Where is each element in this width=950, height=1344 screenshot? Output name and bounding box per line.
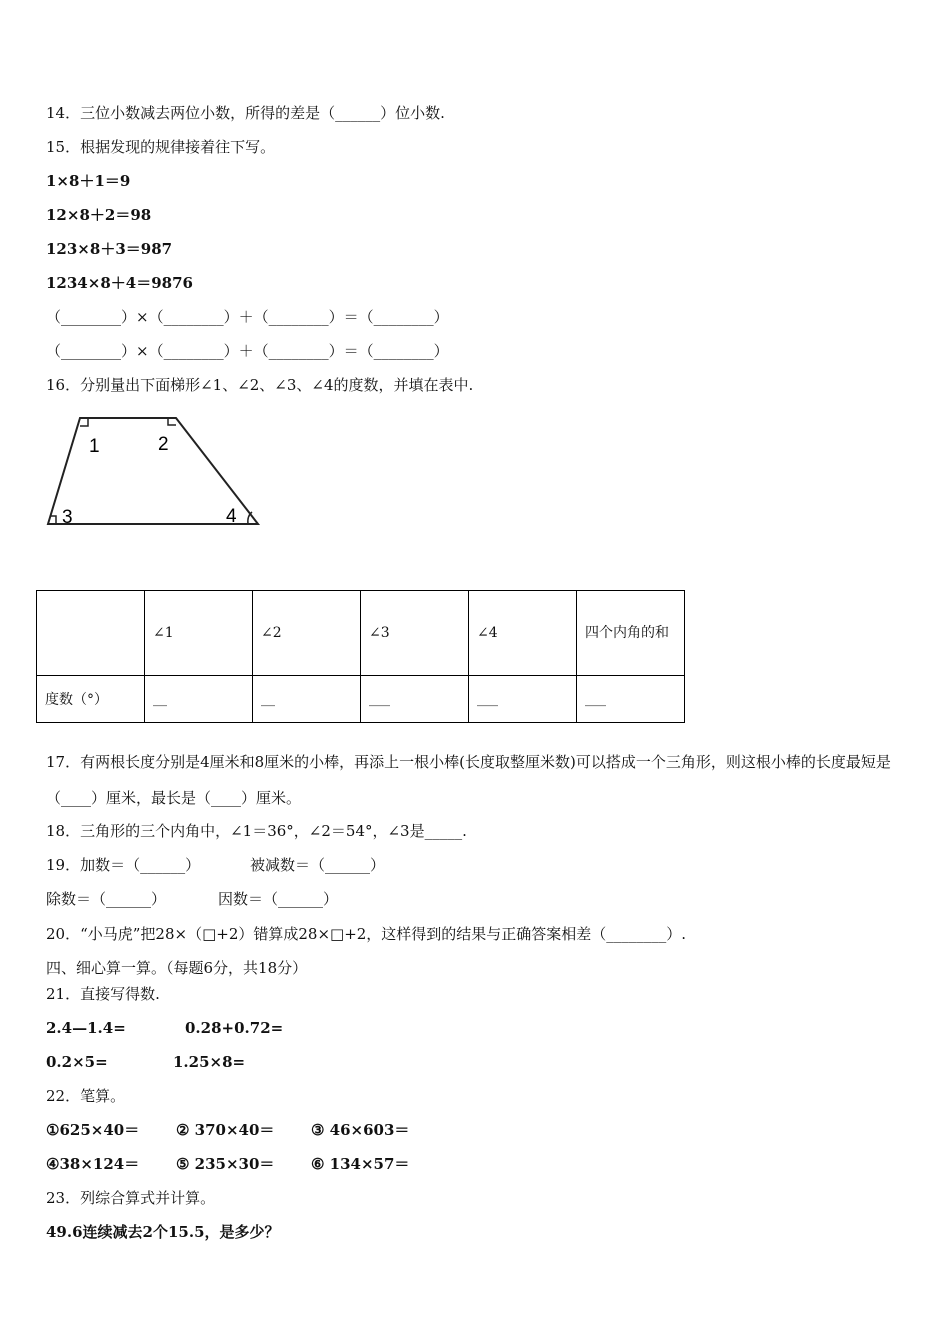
question-17: 17．有两根长度分别是4厘米和8厘米的小棒，再添上一根小棒(长度取整厘米数)可以搭成一个三角形，则这根小棒的长度最短是（____）厘米，最长是（____）厘米。 bbox=[46, 753, 891, 807]
label-1: 1 bbox=[89, 436, 100, 457]
angle-table bbox=[36, 590, 685, 723]
q21-item-4: 1.25×8= bbox=[173, 1053, 246, 1071]
q22-item-6: ⑥ 134×57＝ bbox=[311, 1155, 410, 1173]
question-18: 18．三角形的三个内角中，∠1＝36°，∠2＝54°，∠3是_____. bbox=[46, 822, 467, 840]
label-4: 4 bbox=[226, 506, 237, 527]
question-16-title: 16．分别量出下面梯形∠1、∠2、∠3、∠4的度数，并填在表中. bbox=[46, 376, 474, 394]
pattern-line-3: 123×8＋3＝987 bbox=[46, 240, 173, 258]
question-14: 14．三位小数减去两位小数，所得的差是（______）位小数. bbox=[46, 104, 445, 122]
pattern-blank-line-2[interactable]: （________）×（________）＋（________）＝（________） bbox=[46, 342, 449, 360]
angle-2-mark bbox=[168, 418, 176, 425]
trapezoid-figure bbox=[44, 412, 264, 532]
header-angle-3: ∠3 bbox=[361, 591, 469, 676]
q22-item-4: ④38×124＝ bbox=[46, 1155, 140, 1173]
angle-table-degree-row bbox=[37, 676, 685, 723]
pattern-line-1: 1×8＋1＝9 bbox=[46, 172, 131, 190]
question-15-title: 15．根据发现的规律接着往下写。 bbox=[46, 138, 276, 156]
angle-table-header-row bbox=[37, 591, 685, 676]
q22-item-1: ①625×40＝ bbox=[46, 1121, 140, 1139]
cell-angle-4-value[interactable]: ___ bbox=[469, 676, 577, 723]
row-label-degrees: 度数（°） bbox=[37, 676, 145, 723]
question-23-text: 49.6连续减去2个15.5，是多少？ bbox=[46, 1223, 280, 1241]
question-19-addend: 19．加数＝（______） bbox=[46, 856, 201, 874]
q22-item-5: ⑤ 235×30＝ bbox=[176, 1155, 275, 1173]
question-23-title: 23．列综合算式并计算。 bbox=[46, 1189, 216, 1207]
q21-item-2: 0.28+0.72= bbox=[185, 1019, 284, 1037]
question-20: 20．“小马虎”把28×（□+2）错算成28×□+2，这样得到的结果与正确答案相差（________）. bbox=[46, 925, 687, 943]
question-19-minuend: 被减数＝（______） bbox=[250, 856, 386, 874]
question-19-divisor: 除数＝（______） bbox=[46, 890, 167, 908]
pattern-line-4: 1234×8＋4＝9876 bbox=[46, 274, 193, 292]
question-19-factor: 因数＝（______） bbox=[218, 890, 339, 908]
header-empty-cell bbox=[37, 591, 145, 676]
pattern-line-2: 12×8＋2＝98 bbox=[46, 206, 152, 224]
angle-4-mark bbox=[248, 512, 252, 524]
label-2: 2 bbox=[158, 434, 169, 455]
header-angle-2: ∠2 bbox=[253, 591, 361, 676]
cell-angle-1-value[interactable]: __ bbox=[145, 676, 253, 723]
q21-item-3: 0.2×5= bbox=[46, 1053, 108, 1071]
label-3: 3 bbox=[62, 507, 73, 528]
section-4-heading: 四、细心算一算。（每题6分，共18分） bbox=[46, 959, 308, 977]
pattern-blank-line-1[interactable]: （________）×（________）＋（________）＝（________） bbox=[46, 308, 449, 326]
header-angle-sum: 四个内角的和 bbox=[585, 625, 669, 641]
cell-angle-2-value[interactable]: __ bbox=[253, 676, 361, 723]
question-21-title: 21．直接写得数. bbox=[46, 985, 160, 1003]
header-angle-1: ∠1 bbox=[145, 591, 253, 676]
q22-item-2: ② 370×40＝ bbox=[176, 1121, 275, 1139]
header-angle-4: ∠4 bbox=[469, 591, 577, 676]
angle-1-mark bbox=[80, 418, 88, 426]
cell-angle-3-value[interactable]: ___ bbox=[361, 676, 469, 723]
q22-item-3: ③ 46×603＝ bbox=[311, 1121, 410, 1139]
question-22-title: 22．笔算。 bbox=[46, 1087, 126, 1105]
q21-item-1: 2.4—1.4= bbox=[46, 1019, 126, 1037]
cell-angle-sum-value[interactable]: ___ bbox=[577, 676, 685, 723]
